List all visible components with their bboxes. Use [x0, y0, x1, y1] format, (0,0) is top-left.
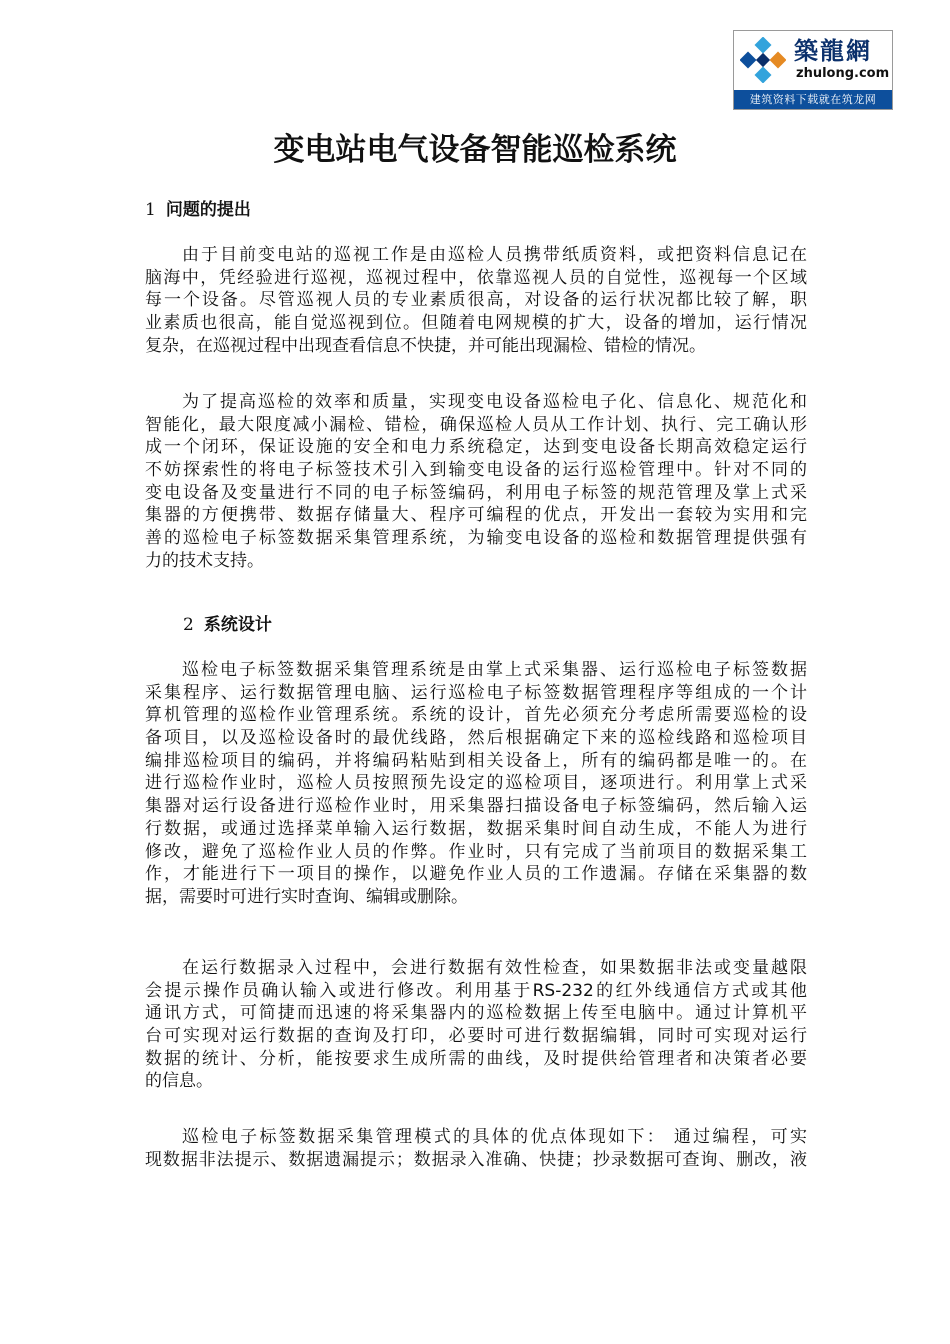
- text-line: 采集程序、运行数据管理电脑、运行巡检电子标签数据管理程序等组成的一个计: [145, 682, 807, 703]
- logo-top: [734, 31, 892, 89]
- text-line: 进行巡检作业时，巡检人员按照预先设定的巡检项目，逐项进行。利用掌上式采: [145, 773, 807, 794]
- text-line: 数据的统计、分析，能按要求生成所需的曲线，及时提供给管理者和决策者必要: [145, 1048, 807, 1069]
- text-line: 在运行数据录入过程中，会进行数据有效性检查，如果数据非法或变量越限: [182, 958, 807, 978]
- section-1-heading: [145, 198, 251, 222]
- text-line: 变电设备及变量进行不同的电子标签编码，利用电子标签的规范管理及掌上式采: [145, 482, 807, 503]
- text-line: 的信息。: [145, 1071, 213, 1092]
- text-line: 巡检电子标签数据采集管理系统是由掌上式采集器、运行巡检电子标签数据: [182, 660, 807, 680]
- text-line: 编排巡检项目的编码，并将编码粘贴到相关设备上，所有的编码都是唯一的。在: [145, 750, 807, 771]
- paragraph: [145, 957, 807, 1093]
- section-number: 2: [183, 615, 194, 635]
- text-line: 脑海中，凭经验进行巡视，巡视过程中，依靠巡视人员的自觉性，巡视每一个区域: [145, 267, 807, 288]
- text-line: 据，需要时可进行实时查询、编辑或删除。: [145, 886, 468, 907]
- logo-domain: zhulong.com: [796, 66, 890, 81]
- text-line: 修改，避免了巡检作业人员的作弊。作业时，只有完成了当前项目的数据采集工: [145, 841, 807, 862]
- zhulong-logo: [733, 30, 893, 110]
- text-line: 巡检电子标签数据采集管理模式的具体的优点体现如下： 通过编程，可实: [182, 1127, 807, 1147]
- text-line: 为了提高巡检的效率和质量，实现变电设备巡检电子化、信息化、规范化和: [182, 392, 807, 412]
- text-line: 现数据非法提示、数据遗漏提示；数据录入准确、快捷；抄录数据可查询、删改，液: [145, 1149, 807, 1170]
- logo-name-cn: 築龍網: [794, 36, 872, 65]
- paragraph: [145, 659, 807, 909]
- text-line: 每一个设备。尽管巡视人员的专业素质很高，对设备的运行状况都比较了解，职: [145, 290, 807, 311]
- text-line: 复杂，在巡视过程中出现查看信息不快捷，并可能出现漏检、错检的情况。: [145, 335, 706, 356]
- text-line: 算机管理的巡检作业管理系统。系统的设计，首先必须充分考虑所需要巡检的设: [145, 705, 807, 726]
- text-line: 业素质也很高，能自觉巡视到位。但随着电网规模的扩大，设备的增加，运行情况: [145, 313, 807, 334]
- text-line: 备项目，以及巡检设备时的最优线路，然后根据确定下来的巡检线路和巡检项目: [145, 728, 807, 749]
- logo-slogan: 建筑资料下载就在筑龙网: [734, 90, 892, 109]
- text-line: 会提示操作员确认输入或进行修改。利用基于RS-232的红外线通信方式或其他: [145, 980, 807, 1001]
- text-line: 台可实现对运行数据的查询及打印，必要时可进行数据编辑，同时可实现对运行: [145, 1026, 807, 1047]
- text-line: 作，才能进行下一项目的操作，以避免作业人员的工作遗漏。存储在采集器的数: [145, 864, 807, 885]
- text-line: 集器的方便携带、数据存储量大、程序可编程的优点，开发出一套较为实用和完: [145, 505, 807, 526]
- document-title: 变电站电气设备智能巡检系统: [273, 132, 677, 168]
- logo-diamond-icon: [740, 37, 786, 83]
- section-2-heading: [183, 613, 272, 637]
- text-line: 力的技术支持。: [145, 550, 264, 571]
- text-line: 行数据，或通过选择菜单输入运行数据，数据采集时间自动生成，不能人为进行: [145, 818, 807, 839]
- text-line: 集器对运行设备进行巡检作业时，用采集器扫描设备电子标签编码，然后输入运: [145, 796, 807, 817]
- paragraph: [145, 391, 807, 573]
- paragraph: [145, 1126, 807, 1171]
- text-line: 善的巡检电子标签数据采集管理系统，为输变电设备的巡检和数据管理提供强有: [145, 528, 807, 549]
- text-line: 成一个闭环，保证设施的安全和电力系统稳定，达到变电设备长期高效稳定运行: [145, 437, 807, 458]
- paragraph: [145, 244, 807, 357]
- text-line: 不妨探索性的将电子标签技术引入到输变电设备的运行巡检管理中。针对不同的: [145, 460, 807, 481]
- text-line: 通讯方式，可简捷而迅速的将采集器内的巡检数据上传至电脑中。通过计算机平: [145, 1003, 807, 1024]
- section-title: 问题的提出: [165, 200, 251, 220]
- text-line: 由于目前变电站的巡视工作是由巡检人员携带纸质资料，或把资料信息记在: [182, 245, 807, 265]
- text-line: 智能化，最大限度减小漏检、错检，确保巡检人员从工作计划、执行、完工确认形: [145, 414, 807, 435]
- section-title: 系统设计: [203, 615, 272, 635]
- section-number: 1: [145, 200, 156, 220]
